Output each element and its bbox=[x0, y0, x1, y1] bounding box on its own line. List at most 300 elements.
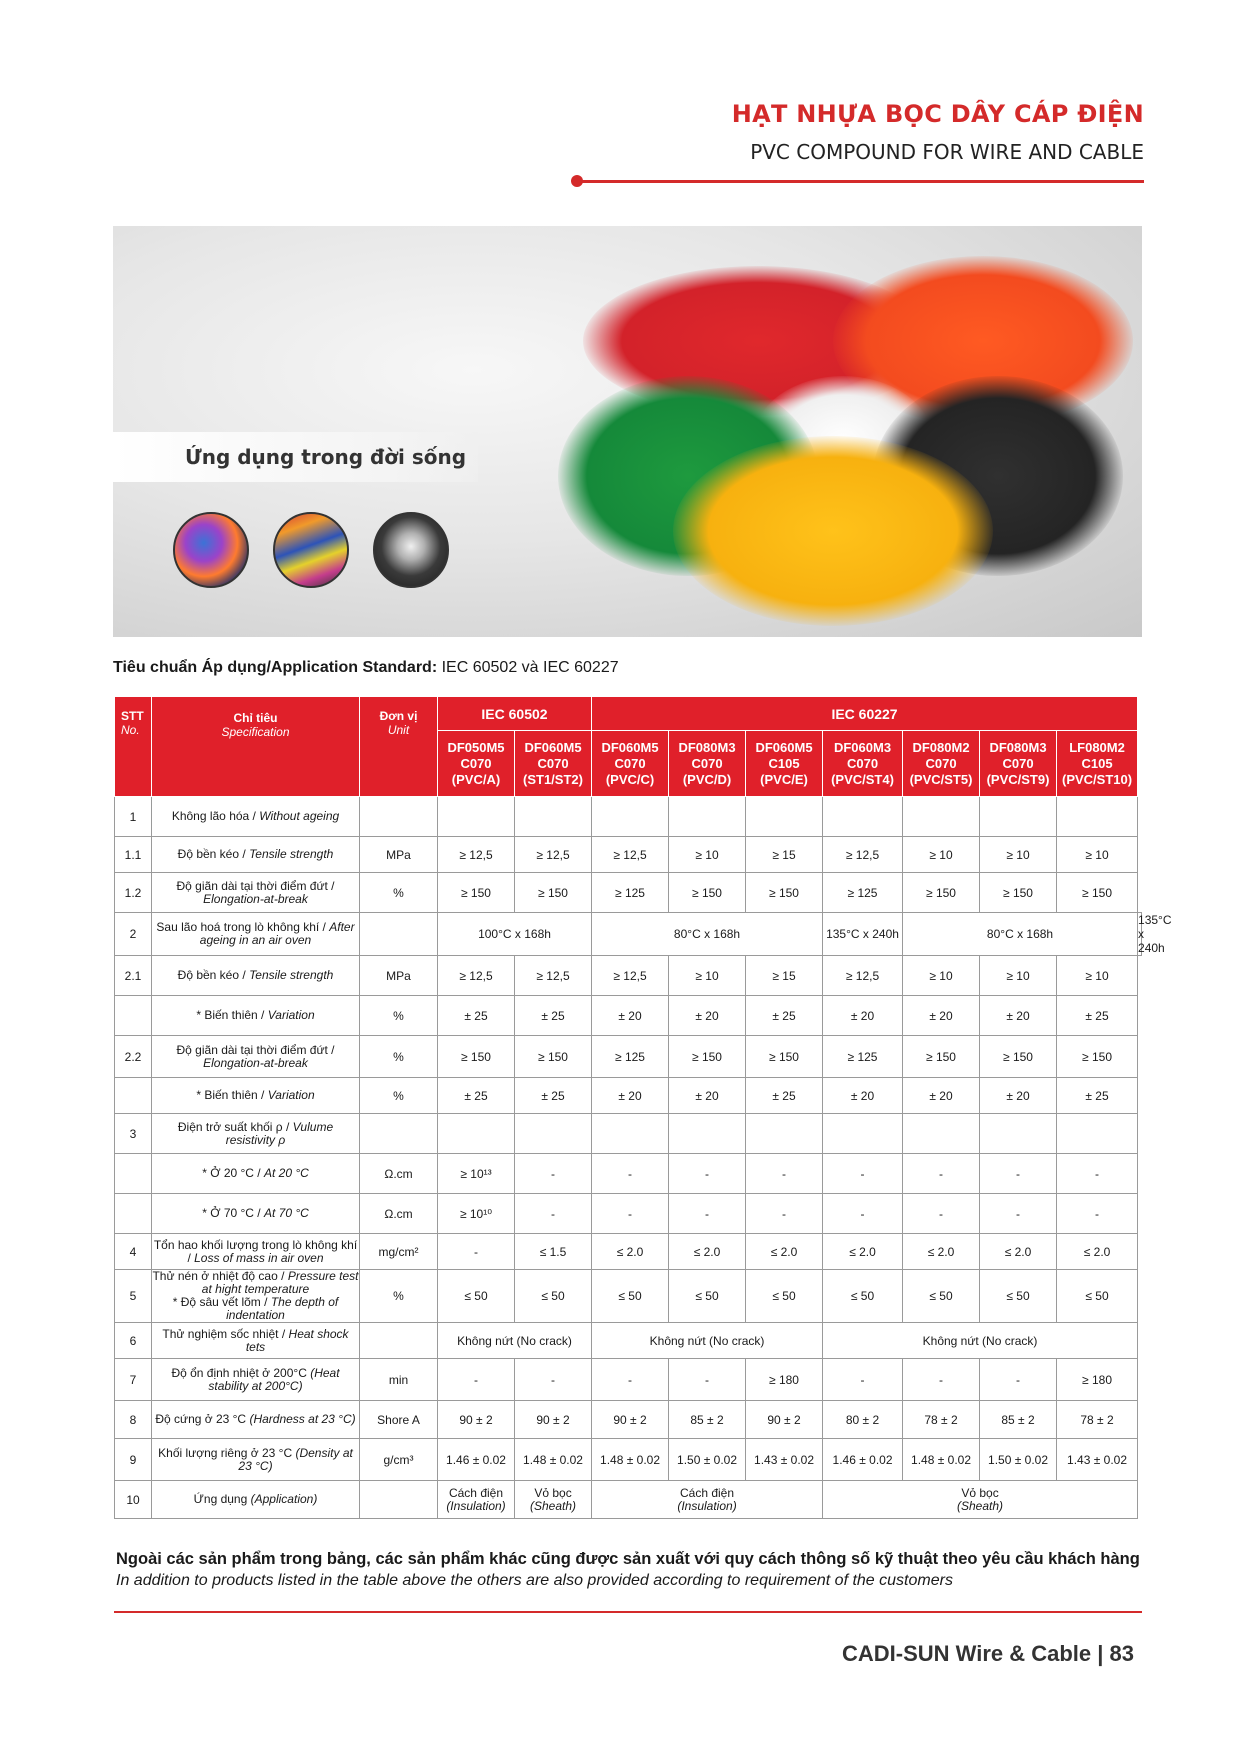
merged-value-cell: Không nứt (No crack) bbox=[592, 1323, 823, 1359]
value-cell: ≥ 125 bbox=[592, 1036, 669, 1078]
value-cell: 80 ± 2 bbox=[823, 1401, 903, 1439]
product-code-line: DF080M3 bbox=[989, 739, 1047, 755]
spec-name-en: Variation bbox=[267, 1008, 315, 1022]
product-code-line: C070 bbox=[925, 755, 957, 771]
row-unit: % bbox=[360, 1270, 438, 1323]
value-cell bbox=[515, 797, 592, 837]
value-cell: - bbox=[903, 1359, 980, 1401]
value-cell: ≤ 2.0 bbox=[669, 1234, 746, 1270]
row-unit bbox=[360, 1481, 438, 1519]
value-cell: ≥ 10 bbox=[903, 956, 980, 996]
table-row bbox=[115, 1401, 1142, 1439]
product-code-line: C070 bbox=[537, 755, 569, 771]
value-cell: ≥ 150 bbox=[438, 1036, 515, 1078]
application-cell bbox=[515, 1481, 592, 1519]
value-cell: ≤ 50 bbox=[823, 1270, 903, 1323]
header-product-code bbox=[669, 731, 746, 797]
value-cell: - bbox=[592, 1194, 669, 1234]
spec-name-vn: Sau lão hoá trong lò không khí bbox=[156, 920, 320, 934]
row-specification bbox=[152, 1359, 360, 1401]
value-cell bbox=[903, 1114, 980, 1154]
table-row bbox=[115, 1114, 1142, 1154]
row-unit bbox=[360, 1114, 438, 1154]
value-cell: ± 25 bbox=[438, 996, 515, 1036]
value-cell: ≤ 2.0 bbox=[746, 1234, 823, 1270]
spec-name-vn: Khối lượng riêng ở 23 °C bbox=[158, 1445, 293, 1460]
spec-separator: / bbox=[278, 1326, 289, 1341]
spec-name-en: At 20 °C bbox=[263, 1166, 309, 1180]
value-cell bbox=[746, 1114, 823, 1154]
row-number: 2 bbox=[115, 913, 152, 956]
header-product-code bbox=[592, 731, 669, 797]
spec-extra-en: The depth of indentation bbox=[226, 1295, 339, 1322]
row-specification bbox=[152, 913, 360, 956]
header-spec-vn: Chỉ tiêu bbox=[233, 711, 278, 725]
row-specification bbox=[152, 1401, 360, 1439]
value-cell: ≥ 125 bbox=[823, 1036, 903, 1078]
product-code-line: C070 bbox=[846, 755, 879, 771]
value-cell: ± 20 bbox=[823, 996, 903, 1036]
value-cell: ± 20 bbox=[669, 996, 746, 1036]
application-en: (Sheath) bbox=[957, 1498, 1004, 1513]
value-cell bbox=[823, 1114, 903, 1154]
row-number: 7 bbox=[115, 1359, 152, 1401]
product-code-line: DF060M5 bbox=[601, 739, 659, 755]
row-number: 1.1 bbox=[115, 837, 152, 873]
value-cell: ≤ 50 bbox=[980, 1270, 1057, 1323]
value-cell: - bbox=[980, 1359, 1057, 1401]
header-product-code bbox=[823, 731, 903, 797]
spec-extra-vn: * Độ sâu vết lõm bbox=[172, 1295, 261, 1309]
page-title-en: PVC COMPOUND FOR WIRE AND CABLE bbox=[750, 140, 1144, 164]
value-cell: ≥ 150 bbox=[438, 873, 515, 913]
value-cell: 1.48 ± 0.02 bbox=[903, 1439, 980, 1481]
application-cell bbox=[823, 1481, 1138, 1519]
row-specification bbox=[152, 837, 360, 873]
value-cell: 78 ± 2 bbox=[1057, 1401, 1138, 1439]
yellow-pellets bbox=[673, 436, 993, 626]
row-unit bbox=[360, 913, 438, 956]
value-cell bbox=[980, 1114, 1057, 1154]
value-cell: ≤ 2.0 bbox=[1057, 1234, 1138, 1270]
value-cell: - bbox=[515, 1154, 592, 1194]
row-number bbox=[115, 1194, 152, 1234]
table-row bbox=[115, 1359, 1142, 1401]
table-row bbox=[115, 913, 1142, 956]
spec-name-en: At 70 °C bbox=[263, 1206, 309, 1220]
row-number: 10 bbox=[115, 1481, 152, 1519]
product-code-line: DF080M2 bbox=[912, 739, 970, 755]
value-cell: 85 ± 2 bbox=[980, 1401, 1057, 1439]
spec-name-en: Vulume resistivity ρ bbox=[225, 1119, 334, 1147]
application-cell bbox=[592, 1481, 823, 1519]
value-cell: - bbox=[903, 1154, 980, 1194]
value-cell: ≥ 15 bbox=[746, 956, 823, 996]
row-specification bbox=[152, 956, 360, 996]
row-specification bbox=[152, 797, 360, 837]
value-cell: ≥ 150 bbox=[980, 1036, 1057, 1078]
value-cell: 78 ± 2 bbox=[903, 1401, 980, 1439]
value-cell: ≥ 10 bbox=[980, 956, 1057, 996]
value-cell: 1.50 ± 0.02 bbox=[669, 1439, 746, 1481]
spec-name-en: (Application) bbox=[250, 1492, 318, 1506]
product-code-line: LF080M2 bbox=[1069, 739, 1125, 755]
value-cell: ≥ 12,5 bbox=[592, 956, 669, 996]
table-row bbox=[115, 1270, 1142, 1323]
row-unit: % bbox=[360, 1036, 438, 1078]
spec-name-vn: Điện trở suất khối ρ bbox=[177, 1119, 283, 1134]
value-cell: 1.43 ± 0.02 bbox=[1057, 1439, 1138, 1481]
value-cell: - bbox=[823, 1154, 903, 1194]
value-cell: ≥ 180 bbox=[746, 1359, 823, 1401]
spec-name-en: Without ageing bbox=[259, 809, 340, 823]
application-vn: Vỏ bọc bbox=[961, 1485, 999, 1500]
footer-divider bbox=[114, 1611, 1142, 1613]
value-cell: 1.48 ± 0.02 bbox=[515, 1439, 592, 1481]
row-number: 6 bbox=[115, 1323, 152, 1359]
spec-name-en: Loss of mass in air oven bbox=[194, 1250, 324, 1265]
header-group-iec60227: IEC 60227 bbox=[592, 697, 1138, 731]
row-specification bbox=[152, 1154, 360, 1194]
thumbnail-cable-strands bbox=[273, 512, 349, 588]
row-number: 4 bbox=[115, 1234, 152, 1270]
spec-name-en: (Hardness at 23 °C) bbox=[249, 1412, 356, 1426]
value-cell: ≤ 50 bbox=[1057, 1270, 1138, 1323]
application-standard bbox=[113, 659, 619, 677]
spec-name-vn: Độ ổn định nhiệt ở 200°C bbox=[171, 1365, 307, 1380]
value-cell: ≥ 150 bbox=[746, 873, 823, 913]
table-row bbox=[115, 1194, 1142, 1234]
value-cell: - bbox=[438, 1359, 515, 1401]
application-en: (Sheath) bbox=[529, 1498, 577, 1513]
row-unit: min bbox=[360, 1359, 438, 1401]
header-product-code bbox=[515, 731, 592, 797]
merged-value-cell: Không nứt (No crack) bbox=[823, 1323, 1138, 1359]
value-cell bbox=[438, 797, 515, 837]
value-cell: ± 25 bbox=[746, 996, 823, 1036]
spec-name-en: Elongation-at-break bbox=[203, 1055, 308, 1070]
spec-separator: / bbox=[319, 920, 330, 934]
row-number bbox=[115, 1154, 152, 1194]
value-cell: - bbox=[592, 1359, 669, 1401]
value-cell: 1.50 ± 0.02 bbox=[980, 1439, 1057, 1481]
product-code-line: C070 bbox=[691, 755, 723, 771]
table-row bbox=[115, 1154, 1142, 1194]
value-cell: ± 20 bbox=[669, 1078, 746, 1114]
value-cell: ± 20 bbox=[592, 996, 669, 1036]
row-unit: mg/cm² bbox=[360, 1234, 438, 1270]
value-cell: ≥ 12,5 bbox=[515, 956, 592, 996]
spec-name-vn: Thử nghiệm sốc nhiệt bbox=[162, 1326, 279, 1341]
row-specification bbox=[152, 1323, 360, 1359]
value-cell: ≤ 2.0 bbox=[903, 1234, 980, 1270]
standard-value: IEC 60502 và IEC 60227 bbox=[441, 659, 619, 676]
value-cell: ± 20 bbox=[823, 1078, 903, 1114]
spec-name-vn: * Ở 20 °C bbox=[202, 1166, 254, 1180]
hero-image bbox=[113, 226, 1142, 637]
value-cell: - bbox=[903, 1194, 980, 1234]
row-number: 1 bbox=[115, 797, 152, 837]
product-code-line: DF060M5 bbox=[755, 739, 813, 755]
header-unit-vn: Đơn vị bbox=[379, 709, 418, 723]
product-code-line: (PVC/ST9) bbox=[986, 771, 1050, 787]
spec-separator: / bbox=[260, 1295, 271, 1309]
header-specification bbox=[152, 697, 360, 797]
spec-name-en: Tensile strength bbox=[249, 847, 334, 861]
spec-name-en: (Density at 23 °C) bbox=[238, 1445, 353, 1473]
value-cell bbox=[515, 1114, 592, 1154]
value-cell: ≤ 2.0 bbox=[980, 1234, 1057, 1270]
value-cell: ≤ 1.5 bbox=[515, 1234, 592, 1270]
value-cell: - bbox=[823, 1359, 903, 1401]
row-number: 8 bbox=[115, 1401, 152, 1439]
merged-value-cell: Không nứt (No crack) bbox=[438, 1323, 592, 1359]
table-row bbox=[115, 996, 1142, 1036]
row-number: 3 bbox=[115, 1114, 152, 1154]
row-unit: % bbox=[360, 873, 438, 913]
value-cell: ≥ 12,5 bbox=[438, 956, 515, 996]
value-cell: ≤ 50 bbox=[903, 1270, 980, 1323]
row-specification bbox=[152, 1114, 360, 1154]
value-cell: 90 ± 2 bbox=[438, 1401, 515, 1439]
value-cell: ≥ 15 bbox=[746, 837, 823, 873]
value-cell: ≥ 10 bbox=[903, 837, 980, 873]
footer-brand: CADI-SUN Wire & Cable | 83 bbox=[841, 1641, 1134, 1666]
header-product-code bbox=[438, 731, 515, 797]
value-cell bbox=[823, 797, 903, 837]
value-cell: - bbox=[1057, 1194, 1138, 1234]
table-row bbox=[115, 1323, 1142, 1359]
value-cell: - bbox=[1057, 1154, 1138, 1194]
header-unit-en: Unit bbox=[387, 723, 410, 737]
thumbnail-colored-wires bbox=[173, 512, 249, 588]
page-title-vn: HẠT NHỰA BỌC DÂY CÁP ĐIỆN bbox=[731, 100, 1144, 128]
value-cell: - bbox=[980, 1154, 1057, 1194]
value-cell: ≤ 50 bbox=[746, 1270, 823, 1323]
row-number: 1.2 bbox=[115, 873, 152, 913]
spec-separator: / bbox=[277, 1269, 288, 1283]
value-cell: ≤ 50 bbox=[438, 1270, 515, 1323]
spec-name-vn: * Biến thiên bbox=[196, 1088, 258, 1102]
merged-value-cell: 135°C x 240h bbox=[1138, 913, 1172, 955]
row-specification bbox=[152, 1481, 360, 1519]
value-cell: ≤ 50 bbox=[592, 1270, 669, 1323]
product-code-line: C105 bbox=[1081, 755, 1113, 771]
spec-name-vn: Độ giãn dài tại thời điểm đứt bbox=[176, 1042, 328, 1057]
application-cell bbox=[438, 1481, 515, 1519]
value-cell: - bbox=[515, 1359, 592, 1401]
footnote-vn: Ngoài các sản phẩm trong bảng, các sản phẩm khác cũng được sản xuất với quy cách thông số kỹ thuật theo yêu cầu khách hàng bbox=[116, 1550, 1140, 1568]
value-cell bbox=[746, 797, 823, 837]
title-divider bbox=[578, 180, 1144, 183]
value-cell: - bbox=[438, 1234, 515, 1270]
row-specification bbox=[152, 1078, 360, 1114]
value-cell: ≥ 125 bbox=[823, 873, 903, 913]
spec-separator: / bbox=[187, 1250, 195, 1265]
spec-separator: / bbox=[249, 809, 260, 823]
table-row bbox=[115, 1234, 1142, 1270]
value-cell: ≥ 150 bbox=[669, 873, 746, 913]
application-vn: Cách điện bbox=[448, 1485, 504, 1500]
header-product-code bbox=[746, 731, 823, 797]
row-number: 2.2 bbox=[115, 1036, 152, 1078]
row-specification bbox=[152, 1270, 360, 1323]
application-vn: Vỏ bọc bbox=[534, 1485, 572, 1500]
row-unit: Shore A bbox=[360, 1401, 438, 1439]
value-cell bbox=[1057, 797, 1138, 837]
row-specification bbox=[152, 1036, 360, 1078]
product-code-line: (ST1/ST2) bbox=[523, 771, 583, 787]
row-number: 5 bbox=[115, 1270, 152, 1323]
application-vn: Cách điện bbox=[679, 1485, 735, 1500]
product-code-line: (PVC/C) bbox=[605, 771, 655, 787]
value-cell: 1.46 ± 0.02 bbox=[438, 1439, 515, 1481]
spec-name-en: Tensile strength bbox=[249, 968, 334, 982]
product-code-line: C070 bbox=[460, 755, 492, 771]
value-cell: ≥ 10 bbox=[669, 837, 746, 873]
product-code-line: (PVC/A) bbox=[451, 771, 501, 787]
header-stt bbox=[115, 697, 152, 797]
standard-label: Tiêu chuẩn Áp dụng/Application Standard: bbox=[113, 659, 438, 676]
value-cell: ≥ 12,5 bbox=[515, 837, 592, 873]
product-code-line: (PVC/D) bbox=[682, 771, 732, 787]
table-row bbox=[115, 837, 1142, 873]
table-row bbox=[115, 1036, 1142, 1078]
value-cell: ± 25 bbox=[515, 996, 592, 1036]
row-specification bbox=[152, 1234, 360, 1270]
table-row bbox=[115, 873, 1142, 913]
value-cell: ≥ 150 bbox=[903, 1036, 980, 1078]
value-cell: 85 ± 2 bbox=[669, 1401, 746, 1439]
row-unit: g/cm³ bbox=[360, 1439, 438, 1481]
table-row bbox=[115, 797, 1142, 837]
table-row bbox=[115, 1439, 1142, 1481]
spec-separator: / bbox=[253, 1166, 264, 1180]
row-unit: % bbox=[360, 1078, 438, 1114]
value-cell: 1.48 ± 0.02 bbox=[592, 1439, 669, 1481]
row-specification bbox=[152, 1439, 360, 1481]
merged-value-cell: 80°C x 168h bbox=[592, 913, 823, 956]
value-cell: ≥ 12,5 bbox=[592, 837, 669, 873]
row-specification bbox=[152, 996, 360, 1036]
value-cell bbox=[1057, 1114, 1138, 1154]
header-product-code bbox=[903, 731, 980, 797]
spec-name-vn: Độ bền kéo bbox=[177, 968, 240, 982]
spec-separator: / bbox=[239, 968, 250, 982]
value-cell bbox=[980, 797, 1057, 837]
header-group-iec60502: IEC 60502 bbox=[438, 697, 592, 731]
row-number: 9 bbox=[115, 1439, 152, 1481]
value-cell: ± 20 bbox=[903, 1078, 980, 1114]
table-row bbox=[115, 1078, 1142, 1114]
value-cell: 1.43 ± 0.02 bbox=[746, 1439, 823, 1481]
product-code-line: DF080M3 bbox=[678, 739, 736, 755]
value-cell: ≥ 10 bbox=[1057, 956, 1138, 996]
row-number bbox=[115, 1078, 152, 1114]
spec-name-en: (Heat stability at 200°C) bbox=[208, 1365, 340, 1393]
value-cell: 1.46 ± 0.02 bbox=[823, 1439, 903, 1481]
value-cell: ≥ 150 bbox=[903, 873, 980, 913]
value-cell: ≤ 50 bbox=[515, 1270, 592, 1323]
spec-name-en: After ageing in an air oven bbox=[199, 920, 355, 947]
spec-separator: / bbox=[239, 847, 250, 861]
row-unit: MPa bbox=[360, 837, 438, 873]
product-code-line: DF060M5 bbox=[524, 739, 582, 755]
application-en: (Insulation) bbox=[677, 1498, 737, 1513]
value-cell: ± 25 bbox=[438, 1078, 515, 1114]
header-spec-en: Specification bbox=[221, 725, 290, 739]
value-cell: ≥ 10 bbox=[1057, 837, 1138, 873]
value-cell: ≥ 10¹³ bbox=[438, 1154, 515, 1194]
spec-name-vn: Ứng dụng bbox=[193, 1492, 248, 1506]
value-cell: ≥ 10 bbox=[669, 956, 746, 996]
value-cell: ± 25 bbox=[746, 1078, 823, 1114]
spec-name-vn: Độ giãn dài tại thời điểm đứt bbox=[176, 878, 328, 893]
value-cell: ≥ 12,5 bbox=[438, 837, 515, 873]
value-cell: - bbox=[592, 1154, 669, 1194]
value-cell bbox=[592, 797, 669, 837]
row-unit: % bbox=[360, 996, 438, 1036]
spec-name-vn: Độ cứng ở 23 °C bbox=[155, 1412, 247, 1426]
value-cell bbox=[903, 797, 980, 837]
header-stt-vn: STT bbox=[121, 709, 144, 723]
value-cell: 90 ± 2 bbox=[592, 1401, 669, 1439]
spec-name-vn: Tổn hao khối lượng trong lò không khí bbox=[153, 1237, 358, 1252]
value-cell: 90 ± 2 bbox=[515, 1401, 592, 1439]
header-product-code bbox=[1057, 731, 1138, 797]
product-code-line: (PVC/ST5) bbox=[909, 771, 973, 787]
spec-separator: / bbox=[257, 1008, 268, 1022]
row-number bbox=[115, 996, 152, 1036]
hero-caption: Ứng dụng trong đời sống bbox=[185, 445, 467, 469]
row-unit: Ω.cm bbox=[360, 1194, 438, 1234]
header-stt-en: No. bbox=[121, 723, 140, 737]
value-cell: ≥ 180 bbox=[1057, 1359, 1138, 1401]
row-unit: MPa bbox=[360, 956, 438, 996]
product-code-line: (PVC/E) bbox=[760, 771, 808, 787]
value-cell: - bbox=[823, 1194, 903, 1234]
spec-name-vn: Độ bền kéo bbox=[177, 847, 240, 861]
header-unit bbox=[360, 697, 438, 797]
value-cell: - bbox=[669, 1194, 746, 1234]
product-code-line: C070 bbox=[1002, 755, 1034, 771]
product-code-line: (PVC/ST10) bbox=[1061, 771, 1133, 787]
value-cell: ≥ 12,5 bbox=[823, 837, 903, 873]
product-code-line: C105 bbox=[768, 755, 800, 771]
value-cell bbox=[669, 797, 746, 837]
row-unit: Ω.cm bbox=[360, 1154, 438, 1194]
spec-separator: / bbox=[253, 1206, 264, 1220]
row-specification bbox=[152, 1194, 360, 1234]
value-cell: ± 25 bbox=[1057, 996, 1138, 1036]
value-cell bbox=[669, 1114, 746, 1154]
value-cell: ≥ 150 bbox=[1057, 873, 1138, 913]
value-cell: - bbox=[669, 1154, 746, 1194]
value-cell: ± 20 bbox=[980, 1078, 1057, 1114]
application-en: (Insulation) bbox=[446, 1498, 506, 1513]
value-cell: ≥ 150 bbox=[746, 1036, 823, 1078]
value-cell: ± 20 bbox=[903, 996, 980, 1036]
value-cell: ≤ 2.0 bbox=[823, 1234, 903, 1270]
spec-name-en: Heat shock tets bbox=[245, 1326, 349, 1354]
product-code-line: C070 bbox=[614, 755, 646, 771]
value-cell: ≥ 150 bbox=[980, 873, 1057, 913]
value-cell bbox=[438, 1114, 515, 1154]
value-cell: - bbox=[746, 1154, 823, 1194]
spec-separator: / bbox=[327, 878, 335, 893]
merged-value-cell: 135°C x 240h bbox=[823, 913, 903, 956]
value-cell: ≥ 150 bbox=[669, 1036, 746, 1078]
